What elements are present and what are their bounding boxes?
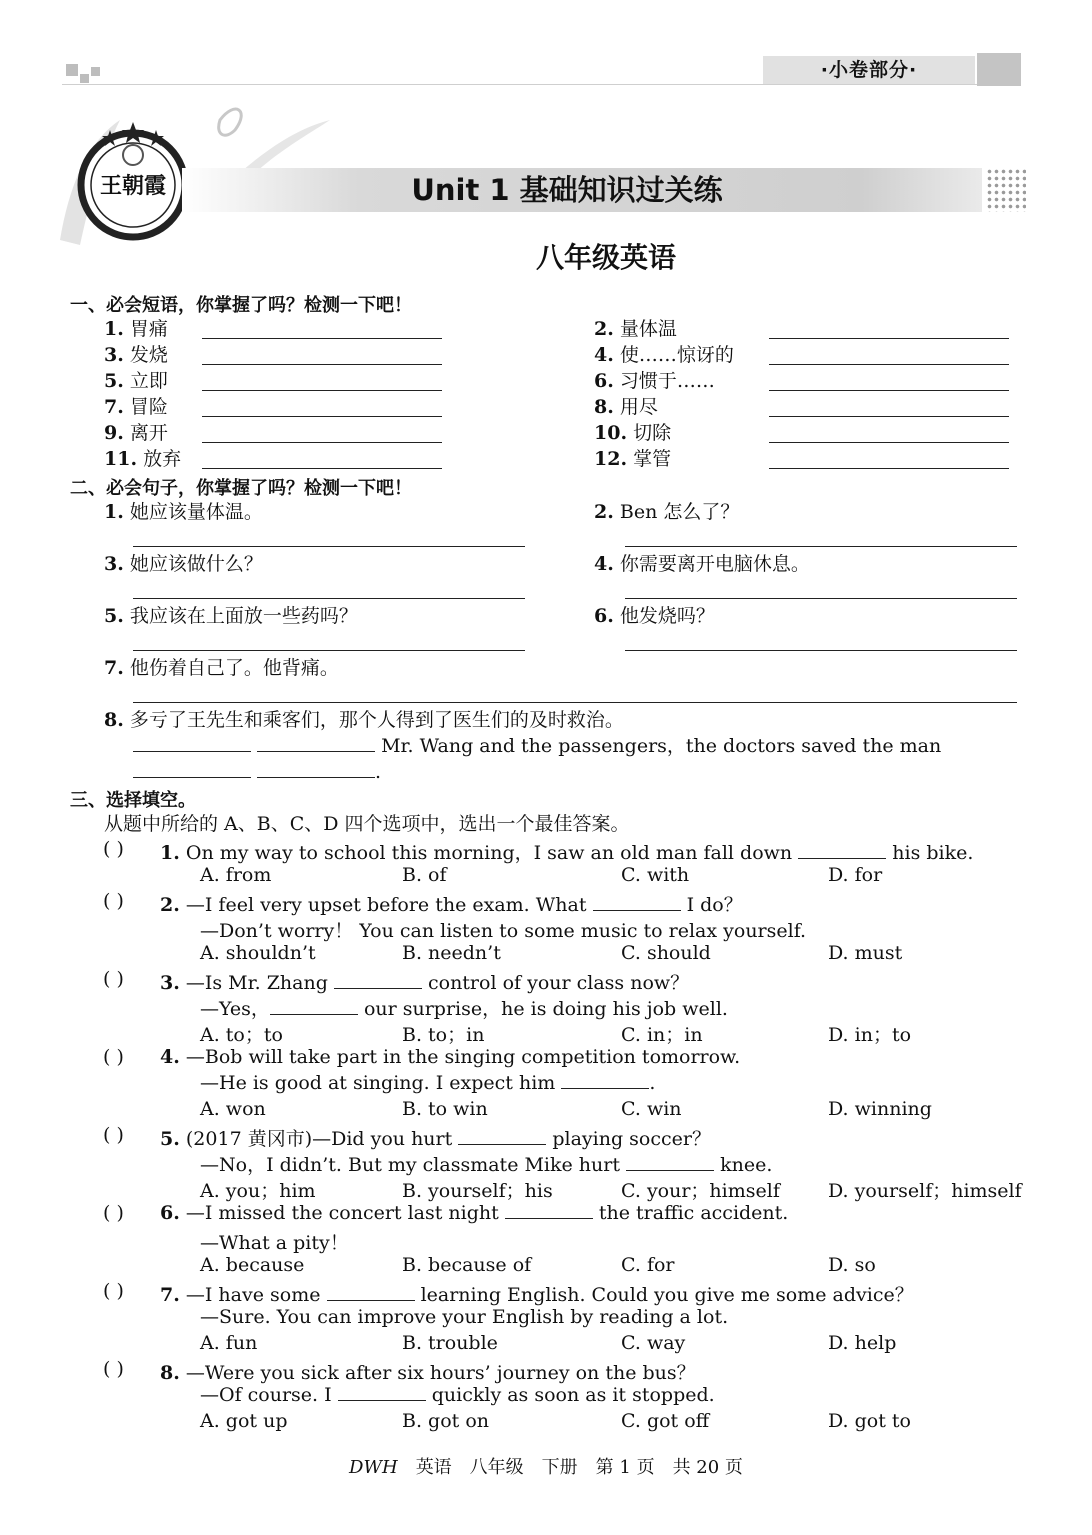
sentence-item: 4. 你需要离开电脑休息。 xyxy=(594,553,810,575)
answer-blank[interactable] xyxy=(626,1155,714,1171)
question-line: 3. —Is Mr. Zhang control of your class now？ xyxy=(160,972,690,994)
option-b: B. to；in xyxy=(402,1024,485,1046)
phrase-item: 4. 使……惊讶的 xyxy=(594,344,734,366)
answer-line[interactable] xyxy=(769,442,1009,443)
logo-text: 王朝霞 xyxy=(99,173,167,199)
option-b: B. to win xyxy=(402,1098,488,1120)
answer-blank[interactable] xyxy=(133,762,251,778)
question-line: 6. —I missed the concert last night the traffic accident. xyxy=(160,1202,789,1224)
header-rule xyxy=(62,84,1020,85)
tag-block xyxy=(977,53,1021,86)
option-a: A. you；him xyxy=(200,1180,316,1202)
question-line: 1. On my way to school this morning，I saw an old man fall down his bike. xyxy=(160,842,974,864)
sentence-item: 1. 她应该量体温。 xyxy=(104,501,263,523)
section3-heading: 三、选择填空。 xyxy=(70,790,196,811)
option-a: A. fun xyxy=(200,1332,258,1354)
question-line: —He is good at singing. I expect him . xyxy=(200,1072,656,1094)
option-a: A. to；to xyxy=(200,1024,283,1046)
answer-line[interactable] xyxy=(133,702,1017,703)
footer-code: DWH xyxy=(349,1457,398,1478)
answer-blank[interactable] xyxy=(257,762,375,778)
phrase-item: 2. 量体温 xyxy=(594,318,677,340)
answer-line[interactable] xyxy=(202,338,442,339)
phrase-item: 10. 切除 xyxy=(594,422,672,444)
question-line: 7. —I have some learning English. Could you give me some advice？ xyxy=(160,1284,914,1306)
phrase-item: 11. 放弃 xyxy=(104,448,182,470)
option-a: A. shouldn’t xyxy=(200,942,316,964)
answer-line[interactable] xyxy=(769,364,1009,365)
section2-heading: 二、必会句子，你掌握了吗？检测一下吧！ xyxy=(70,478,412,499)
answer-blank[interactable] xyxy=(593,895,681,911)
section-tag: ·小卷部分· xyxy=(763,56,975,84)
phrase-item: 5. 立即 xyxy=(104,370,168,392)
sentence-item: 7. 他伤着自己了。他背痛。 xyxy=(104,657,339,679)
answer-line[interactable] xyxy=(625,598,1017,599)
dot-pattern xyxy=(986,168,1026,212)
option-b: B. because of xyxy=(402,1254,532,1276)
answer-blank[interactable] xyxy=(334,973,422,989)
option-a: A. won xyxy=(200,1098,266,1120)
phrase-item: 12. 掌管 xyxy=(594,448,672,470)
footer-text: 英语 八年级 下册 第 1 页 共 20 页 xyxy=(415,1457,743,1478)
answer-line[interactable] xyxy=(202,468,442,469)
question-line: 5. (2017 黄冈市)—Did you hurt playing soccer？ xyxy=(160,1128,711,1150)
option-b: B. needn’t xyxy=(402,942,501,964)
answer-line[interactable] xyxy=(769,390,1009,391)
phrase-item: 3. 发烧 xyxy=(104,344,168,366)
answer-bracket[interactable]: ( ) xyxy=(103,1202,124,1224)
sentence-item: 3. 她应该做什么？ xyxy=(104,553,263,575)
answer-bracket[interactable]: ( ) xyxy=(103,968,124,990)
fill-line: Mr. Wang and the passengers，the doctors saved the man xyxy=(133,734,941,758)
option-b: B. yourself；his xyxy=(402,1180,553,1202)
answer-blank[interactable] xyxy=(505,1203,593,1219)
answer-bracket[interactable]: ( ) xyxy=(103,1124,124,1146)
phrase-item: 6. 习惯于…… xyxy=(594,370,715,392)
option-b: B. of xyxy=(402,864,447,886)
answer-line[interactable] xyxy=(202,416,442,417)
question-line: —Don’t worry！ You can listen to some music to relax yourself. xyxy=(200,920,807,942)
option-d: D. winning xyxy=(828,1098,932,1120)
answer-bracket[interactable]: ( ) xyxy=(103,1046,124,1068)
answer-blank[interactable] xyxy=(798,843,886,859)
answer-line[interactable] xyxy=(202,364,442,365)
answer-bracket[interactable]: ( ) xyxy=(103,890,124,912)
question-line: 8. —Were you sick after six hours’ journey on the bus？ xyxy=(160,1362,696,1384)
answer-line[interactable] xyxy=(133,598,525,599)
question-line: —What a pity！ xyxy=(200,1232,349,1254)
answer-bracket[interactable]: ( ) xyxy=(103,838,124,860)
option-c: C. for xyxy=(621,1254,675,1276)
phrase-item: 7. 冒险 xyxy=(104,396,168,418)
fill-line: . xyxy=(133,760,381,784)
option-b: B. got on xyxy=(402,1410,489,1432)
option-c: C. win xyxy=(621,1098,682,1120)
option-b: B. trouble xyxy=(402,1332,498,1354)
corner-decoration xyxy=(66,64,78,76)
option-d: D. got to xyxy=(828,1410,911,1432)
answer-line[interactable] xyxy=(133,546,525,547)
option-d: D. must xyxy=(828,942,903,964)
page-subtitle: 八年级英语 xyxy=(535,241,676,274)
answer-line[interactable] xyxy=(625,650,1017,651)
answer-line[interactable] xyxy=(202,390,442,391)
option-d: D. in；to xyxy=(828,1024,912,1046)
answer-line[interactable] xyxy=(769,468,1009,469)
answer-blank[interactable] xyxy=(561,1073,649,1089)
question-line: —Sure. You can improve your English by reading a lot. xyxy=(200,1306,729,1328)
option-c: C. should xyxy=(621,942,711,964)
sentence-item: 5. 我应该在上面放一些药吗？ xyxy=(104,605,358,627)
answer-bracket[interactable]: ( ) xyxy=(103,1280,124,1302)
answer-blank[interactable] xyxy=(257,736,375,752)
option-a: A. from xyxy=(200,864,272,886)
sentence-item: 6. 他发烧吗？ xyxy=(594,605,715,627)
answer-blank[interactable] xyxy=(133,736,251,752)
answer-line[interactable] xyxy=(202,442,442,443)
option-c: C. way xyxy=(621,1332,686,1354)
answer-line[interactable] xyxy=(133,650,525,651)
option-c: C. got off xyxy=(621,1410,710,1432)
option-d: D. help xyxy=(828,1332,897,1354)
option-d: D. for xyxy=(828,864,883,886)
sentence-item: 2. Ben 怎么了？ xyxy=(594,501,740,523)
answer-blank[interactable] xyxy=(458,1129,546,1145)
option-c: C. your；himself xyxy=(621,1180,780,1202)
corner-decoration xyxy=(91,67,100,76)
answer-blank[interactable] xyxy=(327,1285,415,1301)
answer-blank[interactable] xyxy=(338,1385,426,1401)
answer-bracket[interactable]: ( ) xyxy=(103,1358,124,1380)
answer-line[interactable] xyxy=(769,338,1009,339)
question-line: —No，I didn’t. But my classmate Mike hurt knee. xyxy=(200,1154,773,1176)
answer-blank[interactable] xyxy=(270,999,358,1015)
phrase-item: 8. 用尽 xyxy=(594,396,658,418)
page-title: Unit 1 基础知识过关练 xyxy=(411,173,723,207)
section1-heading: 一、必会短语，你掌握了吗？检测一下吧！ xyxy=(70,295,412,316)
section3-instruction: 从题中所给的 A、B、C、D 四个选项中，选出一个最佳答案。 xyxy=(104,813,630,835)
answer-line[interactable] xyxy=(769,416,1009,417)
phrase-item: 1. 胃痛 xyxy=(104,318,168,340)
option-a: A. because xyxy=(200,1254,305,1276)
question-line: —Of course. I quickly as soon as it stopped. xyxy=(200,1384,715,1406)
option-d: D. yourself；himself xyxy=(828,1180,1022,1202)
option-d: D. so xyxy=(828,1254,876,1276)
corner-decoration xyxy=(80,74,89,83)
sentence-item: 8. 多亏了王先生和乘客们，那个人得到了医生们的及时救治。 xyxy=(104,709,624,731)
phrase-item: 9. 离开 xyxy=(104,422,168,444)
question-line: —Yes， our surprise，he is doing his job well. xyxy=(200,998,728,1020)
option-c: C. with xyxy=(621,864,690,886)
question-line: 4. —Bob will take part in the singing competition tomorrow. xyxy=(160,1046,741,1068)
answer-line[interactable] xyxy=(625,546,1017,547)
option-c: C. in；in xyxy=(621,1024,703,1046)
question-line: 2. —I feel very upset before the exam. What I do？ xyxy=(160,894,743,916)
page-footer xyxy=(0,1453,1092,1479)
option-a: A. got up xyxy=(200,1410,288,1432)
